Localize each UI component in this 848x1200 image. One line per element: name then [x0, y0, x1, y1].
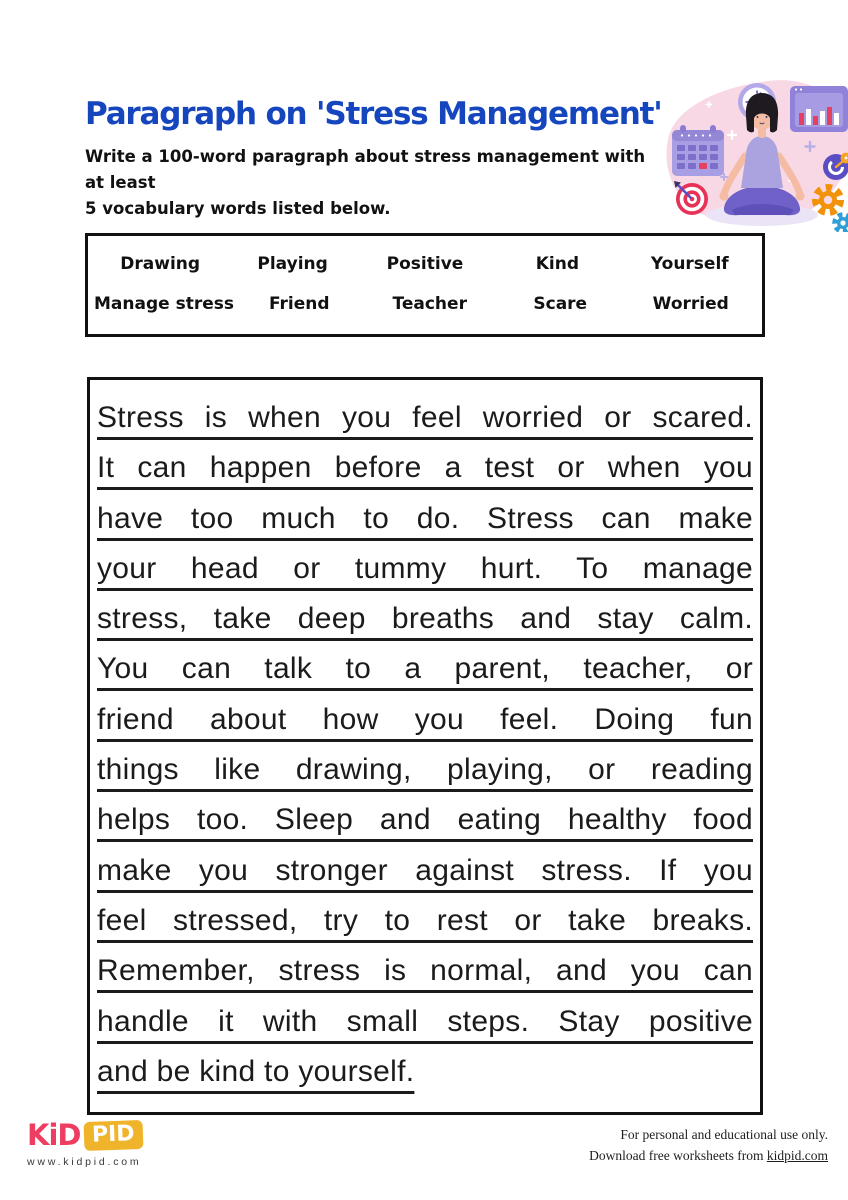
vocab-word: Drawing: [120, 254, 201, 274]
paragraph-line: Stress is when you feel worried or scared.: [97, 401, 753, 434]
vocab-word: Worried: [652, 294, 729, 314]
paragraph-line: make you stronger against stress. If you: [97, 853, 753, 887]
gear-icon-blue: [835, 215, 848, 231]
brand-block: [27, 1118, 142, 1168]
paragraph-line: friend about how you feel. Doing fun: [97, 702, 753, 736]
logo-kid-text: KiD: [27, 1118, 81, 1152]
calendar-icon: [672, 125, 724, 176]
paragraph-line: have too much to do. Stress can make: [97, 501, 753, 535]
vocab-word: Teacher: [392, 294, 467, 314]
paragraph-line: feel stressed, try to rest or take breaks.: [97, 903, 753, 937]
vocab-word: Friend: [268, 294, 330, 314]
logo-pid-badge: PID: [83, 1119, 143, 1150]
paragraph-line: handle it with small steps. Stay positive: [97, 1004, 753, 1038]
paragraph-line: helps too. Sleep and eating healthy food: [97, 803, 753, 837]
page-title: Paragraph on 'Stress Management': [85, 96, 662, 132]
paragraph-line: and be kind to yourself.: [97, 1054, 415, 1088]
usage-note-line-2-prefix: Download free worksheets from: [589, 1148, 767, 1163]
bar-chart-icon: [790, 86, 848, 132]
website-url: www.kidpid.com: [27, 1156, 142, 1168]
instructions: [85, 144, 662, 222]
paragraph-answer-box: [87, 377, 763, 1115]
paragraph-line: It can happen before a test or when you: [97, 451, 753, 485]
paragraph-line: things like drawing, playing, or reading: [97, 753, 753, 787]
meditation-illustration: [662, 74, 848, 232]
paragraph-line: Remember, stress is normal, and you can: [97, 954, 753, 988]
vocab-word: Scare: [533, 294, 588, 314]
gear-icon-orange: [816, 188, 840, 212]
usage-note-line-2: [589, 1145, 828, 1166]
vocab-word: Playing: [257, 254, 328, 274]
vocabulary-row-1: [94, 254, 756, 274]
vocab-word: Manage stress: [94, 294, 234, 314]
vocab-word: Positive: [386, 254, 464, 274]
paragraph-line: stress, take deep breaths and stay calm.: [97, 602, 753, 636]
usage-note-line-1: For personal and educational use only.: [620, 1127, 828, 1142]
paragraph-line: You can talk to a parent, teacher, or: [97, 652, 753, 686]
instructions-line-2: 5 vocabulary words listed below.: [85, 199, 391, 218]
usage-note: [589, 1124, 828, 1166]
vocab-word: Yourself: [650, 254, 729, 274]
title-block: [85, 96, 662, 222]
vocabulary-box: [85, 233, 765, 337]
paragraph-line: your head or tummy hurt. To manage: [97, 551, 753, 585]
instructions-line-1: Write a 100-word paragraph about stress management with at least: [85, 147, 646, 192]
vocab-word: Kind: [535, 254, 580, 274]
footer: [0, 1092, 848, 1200]
kidpid-link[interactable]: kidpid.com: [766, 1148, 828, 1163]
kidpid-logo: [27, 1118, 142, 1152]
vocabulary-row-2: [94, 294, 756, 314]
header: [0, 0, 848, 233]
